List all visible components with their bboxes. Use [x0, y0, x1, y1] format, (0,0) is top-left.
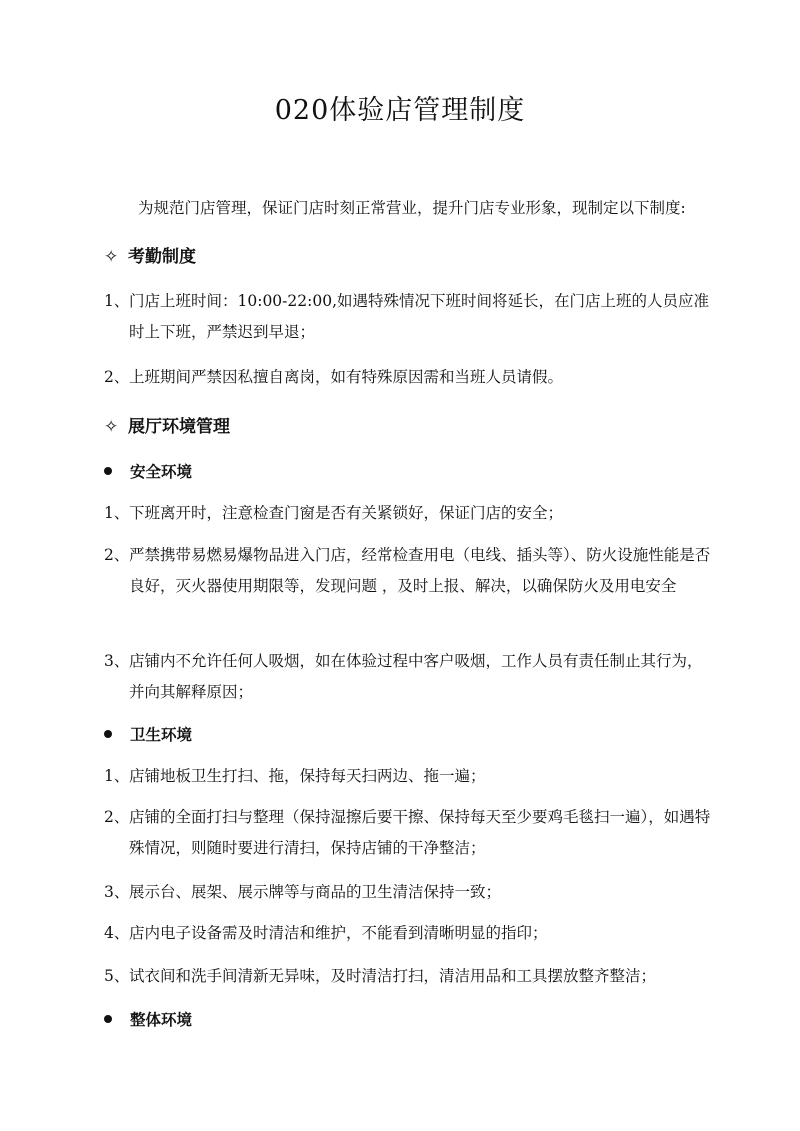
- item-text: 上班期间严禁因私擅自离岗，如有特殊原因需和当班人员请假。: [129, 368, 564, 386]
- item-text: 店铺的全面打扫与整理（保持湿擦后要干擦、保持每天至少要鸡毛毯扫一遍），如遇特殊情况，则随时要进行清扫，保持店铺的干净整洁；: [129, 808, 711, 857]
- list-item: [104, 646, 714, 708]
- item-text: 店内电子设备需及时清洁和维护，不能看到清晰明显的指印；: [129, 924, 548, 942]
- item-number: 1、: [104, 504, 130, 522]
- item-number: 3、: [104, 652, 130, 670]
- subsection-heading-hygiene: [104, 723, 192, 745]
- list-item: [104, 918, 714, 949]
- item-number: 2、: [104, 368, 130, 386]
- item-number: 2、: [104, 546, 130, 564]
- list-item: [104, 761, 714, 792]
- list-item: [104, 362, 714, 393]
- item-text: 试衣间和洗手间清新无异味，及时清洁打扫，清洁用品和工具摆放整齐整洁；: [129, 967, 657, 985]
- diamond-star-icon: ✧: [104, 417, 119, 437]
- item-number: 3、: [104, 883, 130, 901]
- item-number: 4、: [104, 924, 130, 942]
- subsection-heading-overall: [104, 1008, 192, 1030]
- intro-paragraph: 为规范门店管理，保证门店时刻正常营业，提升门店专业形象，现制定以下制度:: [138, 199, 686, 217]
- item-text: 店铺地板卫生打扫、拖，保持每天扫两边、拖一遍；: [129, 767, 486, 785]
- item-text: 门店上班时间：10:00-22:00,如遇特殊情况下班时间将延长，在门店上班的人员应准时上下班，严禁迟到早退；: [129, 292, 710, 341]
- bullet-icon: [104, 730, 112, 738]
- bullet-icon: [104, 1015, 112, 1023]
- item-number: 1、: [104, 767, 130, 785]
- item-text: 展示台、展架、展示牌等与商品的卫生清洁保持一致；: [129, 883, 502, 901]
- list-item: [104, 802, 714, 864]
- item-text: 下班离开时，注意检查门窗是否有关紧锁好，保证门店的安全；: [129, 504, 564, 522]
- section-heading-hall: [104, 412, 230, 437]
- item-number: 1、: [104, 292, 130, 310]
- subsection-label: 安全环境: [130, 462, 193, 481]
- subsection-heading-safety: [104, 460, 192, 482]
- list-item: [104, 498, 714, 529]
- subsection-label: 整体环境: [130, 1010, 193, 1029]
- diamond-star-icon: ✧: [104, 247, 119, 267]
- item-text: 严禁携带易燃易爆物品进入门店，经常检查用电（电线、插头等）、防火设施性能是否良好，灭火器使用期限等，发现问题 ，及时上报、解决，以确保防火及用电安全: [129, 546, 711, 595]
- list-item: [104, 877, 714, 908]
- section-heading-label: 展厅环境管理: [128, 417, 230, 437]
- list-item: [104, 286, 714, 348]
- item-number: 5、: [104, 967, 130, 985]
- subsection-label: 卫生环境: [130, 725, 193, 744]
- item-number: 2、: [104, 808, 130, 826]
- section-heading-attendance: [104, 242, 196, 267]
- list-item: [104, 540, 714, 602]
- item-text: 店铺内不允许任何人吸烟，如在体验过程中客户吸烟，工作人员有责任制止其行为，并向其解释原因；: [129, 652, 703, 701]
- bullet-icon: [104, 467, 112, 475]
- list-item: [104, 961, 714, 992]
- document-title: 020体验店管理制度: [274, 95, 526, 126]
- section-heading-label: 考勤制度: [128, 247, 196, 267]
